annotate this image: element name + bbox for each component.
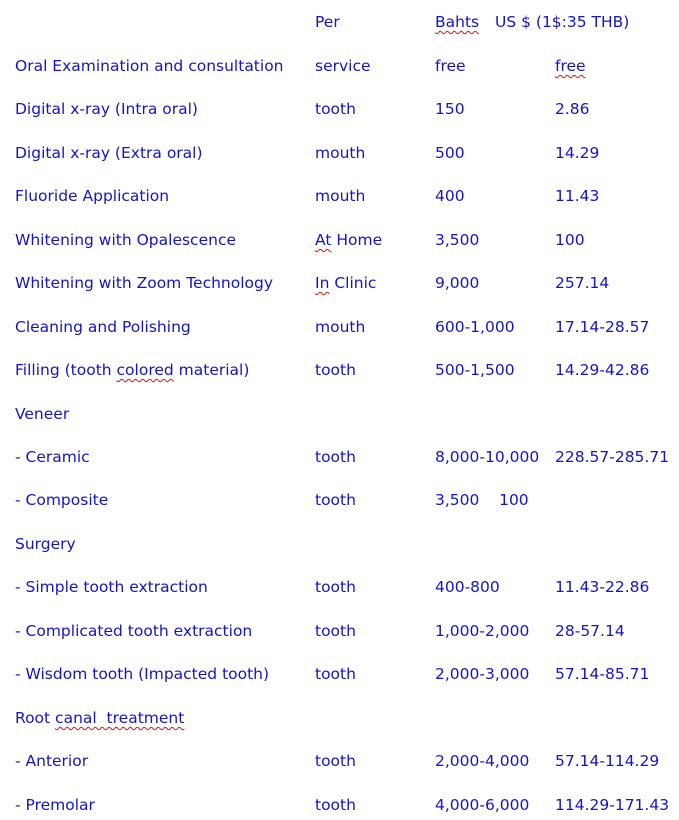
service-name-part: colored — [116, 361, 174, 379]
header-usd: US $ (1$:35 THB) — [495, 13, 630, 31]
header-row — [0, 10, 679, 34]
price-row — [0, 228, 679, 252]
section-heading-part: canal treatment — [55, 709, 185, 727]
service-name: - Composite — [15, 491, 109, 509]
service-name: Cleaning and Polishing — [15, 318, 191, 336]
per-unit: tooth — [315, 622, 356, 640]
price-row — [0, 793, 679, 817]
per-unit: mouth — [315, 144, 366, 162]
section-heading-row — [0, 706, 679, 730]
section-heading-part: Root — [15, 709, 56, 727]
price-usd: 17.14-28.57 — [555, 318, 650, 336]
price-baht: free — [435, 57, 466, 75]
price-usd: 100 — [555, 231, 585, 249]
per-unit-part: Home — [331, 231, 383, 249]
price-usd: 57.14-114.29 — [555, 752, 660, 770]
price-baht: 600-1,000 — [435, 318, 515, 336]
section-heading: Veneer — [15, 405, 70, 423]
price-usd: 14.29-42.86 — [555, 361, 650, 379]
service-name: Oral Examination and consultation — [15, 57, 284, 75]
service-name-part: material) — [173, 361, 250, 379]
price-row — [0, 97, 679, 121]
price-baht: 9,000 — [435, 274, 480, 292]
price-row — [0, 445, 679, 469]
price-row — [0, 184, 679, 208]
service-name: - Wisdom tooth (Impacted tooth) — [15, 665, 270, 683]
price-usd: 14.29 — [555, 144, 600, 162]
price-baht: 400 — [435, 187, 465, 205]
per-unit: service — [315, 57, 371, 75]
price-usd: 114.29-171.43 — [555, 796, 670, 814]
per-unit: tooth — [315, 491, 356, 509]
price-row — [0, 54, 679, 78]
section-heading: Surgery — [15, 535, 76, 553]
price-row — [0, 358, 679, 382]
price-baht: 3,500 100 — [435, 491, 529, 509]
per-unit-part: Clinic — [329, 274, 377, 292]
per-unit: tooth — [315, 361, 356, 379]
price-row — [0, 271, 679, 295]
price-baht: 150 — [435, 100, 465, 118]
price-row — [0, 662, 679, 686]
section-heading-row — [0, 402, 679, 426]
per-unit: tooth — [315, 100, 356, 118]
section-heading — [15, 706, 184, 730]
price-baht: 2,000-4,000 — [435, 752, 530, 770]
price-usd: 28-57.14 — [555, 622, 625, 640]
service-name: - Ceramic — [15, 448, 90, 466]
per-unit-part: In — [315, 274, 330, 292]
price-baht: 500-1,500 — [435, 361, 515, 379]
price-baht: 3,500 — [435, 231, 480, 249]
per-unit: tooth — [315, 578, 356, 596]
per-unit: tooth — [315, 448, 356, 466]
section-heading-row — [0, 532, 679, 556]
header-per: Per — [315, 13, 340, 31]
service-name: - Premolar — [15, 796, 95, 814]
price-usd: 228.57-285.71 — [555, 448, 670, 466]
service-name: - Simple tooth extraction — [15, 578, 208, 596]
service-name: Fluoride Application — [15, 187, 170, 205]
price-row — [0, 315, 679, 339]
per-unit: tooth — [315, 752, 356, 770]
price-row — [0, 749, 679, 773]
service-name: Whitening with Zoom Technology — [15, 274, 274, 292]
service-name: Digital x-ray (Intra oral) — [15, 100, 198, 118]
price-usd: 11.43 — [555, 187, 600, 205]
price-baht: 4,000-6,000 — [435, 796, 530, 814]
per-unit — [315, 228, 382, 252]
price-row — [0, 619, 679, 643]
service-name: - Complicated tooth extraction — [15, 622, 253, 640]
price-row — [0, 575, 679, 599]
service-name: Whitening with Opalescence — [15, 231, 236, 249]
price-baht: 8,000-10,000 — [435, 448, 540, 466]
service-name — [15, 358, 249, 382]
header-bahts: Bahts — [435, 13, 480, 31]
per-unit — [315, 271, 376, 295]
price-usd: 257.14 — [555, 274, 610, 292]
price-row — [0, 488, 679, 512]
price-baht: 1,000-2,000 — [435, 622, 530, 640]
price-usd: 57.14-85.71 — [555, 665, 650, 683]
service-name: Digital x-ray (Extra oral) — [15, 144, 203, 162]
price-baht: 500 — [435, 144, 465, 162]
price-baht: 2,000-3,000 — [435, 665, 530, 683]
price-usd: free — [555, 57, 586, 75]
per-unit-part: At — [315, 231, 332, 249]
service-name-part: Filling (tooth — [15, 361, 117, 379]
price-usd: 11.43-22.86 — [555, 578, 650, 596]
per-unit: mouth — [315, 318, 366, 336]
per-unit: tooth — [315, 796, 356, 814]
price-usd: 2.86 — [555, 100, 590, 118]
service-name: - Anterior — [15, 752, 89, 770]
per-unit: tooth — [315, 665, 356, 683]
price-row — [0, 141, 679, 165]
price-baht: 400-800 — [435, 578, 500, 596]
per-unit: mouth — [315, 187, 366, 205]
